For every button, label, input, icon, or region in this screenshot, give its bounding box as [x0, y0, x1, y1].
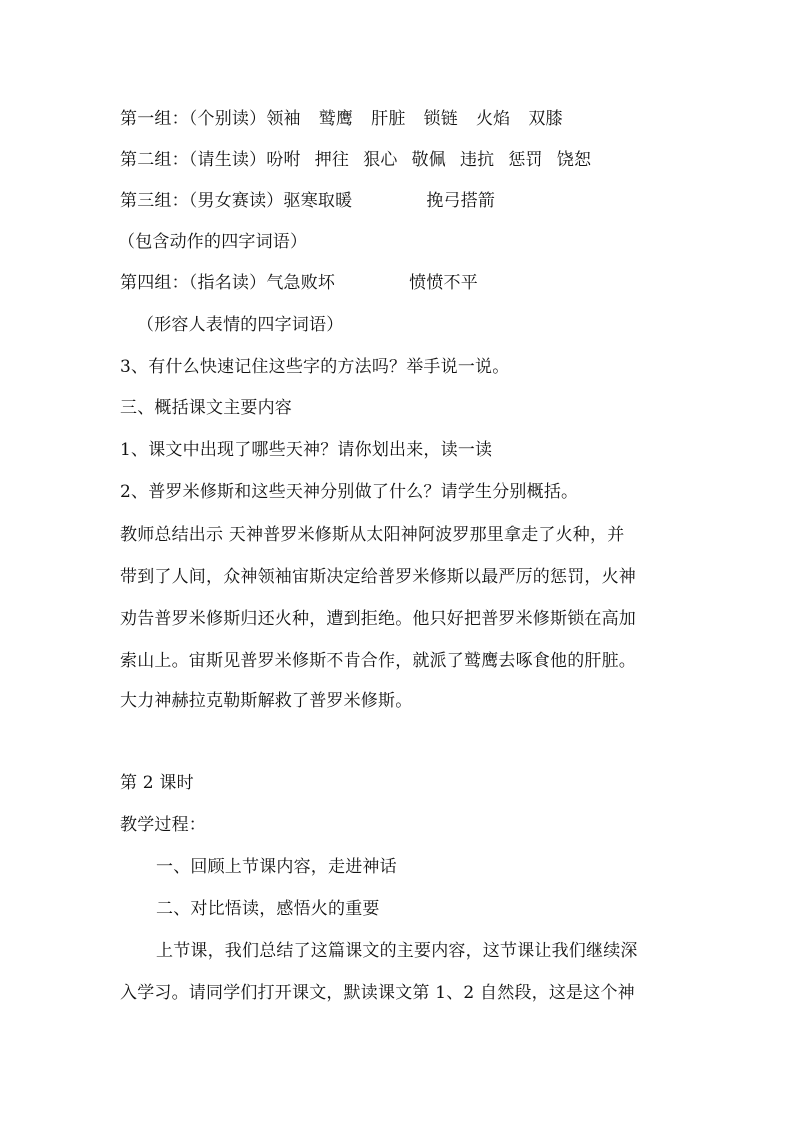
group-1-line [120, 108, 700, 130]
group-3-label: 第三组：（男女赛读） [120, 191, 284, 211]
word: 愤愤不平 [409, 273, 478, 293]
word: 双膝 [528, 109, 563, 129]
group-2-label: 第二组：（请生读） [120, 150, 267, 170]
word: 惩罚 [508, 150, 543, 170]
word: 狠心 [363, 150, 398, 170]
section-3-question-2: 2、普罗米修斯和这些天神分别做了什么？请学生分别概括。 [120, 482, 579, 502]
paragraph-line-2: 入学习。请同学们打开课文，默读课文第 1、2 自然段，这是这个神 [120, 983, 635, 1003]
step-1: 一、回顾上节课内容，走进神话 [156, 857, 397, 877]
group-4-note: （形容人表情的四字词语） [137, 315, 344, 335]
summary-line-3: 劝告普罗米修斯归还火种，遭到拒绝。他只好把普罗米修斯锁在高加 [120, 609, 636, 629]
section-3-title: 三、概括课文主要内容 [120, 398, 292, 418]
group-3-line [120, 190, 700, 212]
word: 押往 [314, 150, 350, 170]
word: 鹫鹰 [318, 109, 354, 129]
section-3-question-1: 1、课文中出现了哪些天神？请你划出来，读一读 [120, 440, 493, 460]
lesson-2-title: 第 2 课时 [120, 773, 194, 793]
summary-line-5: 大力神赫拉克勒斯解救了普罗米修斯。 [120, 691, 413, 711]
word: 饶恕 [556, 150, 592, 170]
word: 气急败坏 [266, 273, 336, 293]
word: 敬佩 [411, 150, 446, 170]
word: 锁链 [423, 109, 458, 129]
summary-line-2: 带到了人间，众神领袖宙斯决定给普罗米修斯以最严厉的惩罚，火神 [120, 567, 636, 587]
step-2: 二、对比悟读，感悟火的重要 [156, 899, 380, 919]
word: 火焰 [475, 109, 511, 129]
group-1-label: 第一组：（个别读） [120, 109, 267, 129]
word: 领袖 [266, 109, 301, 129]
teaching-process-heading: 教学过程： [120, 815, 206, 835]
paragraph-line-1: 上节课，我们总结了这篇课文的主要内容，这节课让我们继续深 [156, 941, 638, 961]
summary-line-4: 索山上。宙斯见普罗米修斯不肯合作，就派了鹫鹰去啄食他的肝脏。 [120, 651, 636, 671]
word: 肝脏 [371, 109, 406, 129]
group-4-label: 第四组：（指名读） [120, 273, 267, 293]
group-3-note: （包含动作的四字词语） [118, 232, 308, 252]
word: 驱寒取暖 [283, 191, 353, 211]
group-2-line [120, 149, 700, 171]
group-4-line [120, 272, 700, 294]
word: 吩咐 [266, 150, 301, 170]
word: 挽弓搭箭 [426, 191, 496, 211]
question-3: 3、有什么快速记住这些字的方法吗？举手说一说。 [120, 357, 510, 377]
word: 违抗 [459, 150, 495, 170]
summary-line-1: 教师总结出示 天神普罗米修斯从太阳神阿波罗那里拿走了火种，并 [120, 525, 625, 545]
